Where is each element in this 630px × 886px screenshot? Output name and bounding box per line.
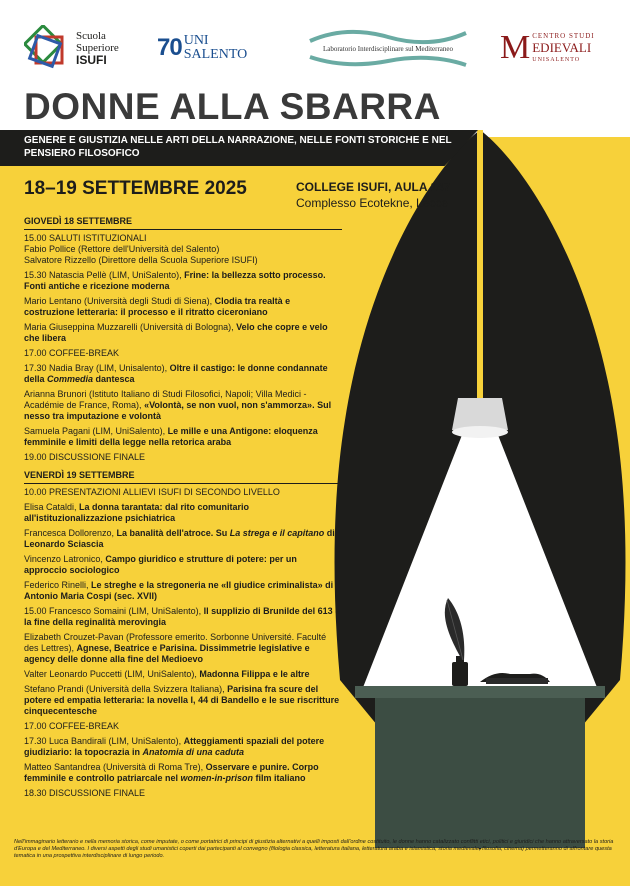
entry-speaker: Stefano Prandi (Università della Svizzera Italiana), xyxy=(24,684,228,694)
lamp-cord xyxy=(477,130,483,400)
entry-line: Salvatore Rizzello (Direttore della Scuola Superiore ISUFI) xyxy=(24,255,258,265)
entry-title-italic: La strega e il capitano xyxy=(229,528,325,538)
entry-title: Campo giuridico e strutture di potere: per un approccio sociologico xyxy=(24,554,297,575)
entry-speaker: Samuela Pagani (LIM, UniSalento), xyxy=(24,426,168,436)
centro-studi-medievali-logo xyxy=(500,20,610,76)
isufi-wordmark xyxy=(76,30,119,67)
csm-line2: EDIEVALI xyxy=(532,40,592,55)
event-venue: COLLEGE ISUFI, AULA 147 xyxy=(296,180,451,194)
unisalento-70: 70 xyxy=(157,34,182,61)
program-entry xyxy=(24,363,342,385)
entry-title: Frine: la bellezza sotto processo. Fonti antiche e ricezione moderna xyxy=(24,270,326,291)
program-entry xyxy=(24,296,342,318)
entry-title-end: film italiano xyxy=(253,773,306,783)
unisalento-logo xyxy=(157,20,277,76)
event-dates: 18–19 SETTEMBRE 2025 xyxy=(24,178,247,199)
program-break: 17.00 COFFEE-BREAK xyxy=(24,721,120,731)
entry-title: La banalità dell'atroce. Su xyxy=(116,528,230,538)
unisalento-line1: UNI xyxy=(183,33,209,48)
entry-speaker: 17.30 Nadia Bray (LIM, Unisalento), xyxy=(24,363,170,373)
desk-body xyxy=(375,698,585,848)
program-closing: 19.00 DISCUSSIONE FINALE xyxy=(24,452,146,462)
program-entry xyxy=(24,580,342,602)
csm-line1: CENTRO STUDI xyxy=(532,32,595,40)
entry-speaker: Vincenzo Latronico, xyxy=(24,554,106,564)
entry-title-italic: Commedia xyxy=(47,374,94,384)
program-entry xyxy=(24,322,342,344)
program-break: 17.00 COFFEE-BREAK xyxy=(24,348,120,358)
entry-title: Oltre il castigo: le donne condannate della xyxy=(24,363,328,384)
isufi-line2: Superiore xyxy=(76,41,119,54)
entry-title: Le streghe e la stregoneria ne «Il giudice criminalista» di Antonio Maria Cospi (sec. XVII) xyxy=(24,580,334,601)
entry-title-italic: women-in-prison xyxy=(180,773,254,783)
entry-speaker: Valter Leonardo Puccetti (LIM, UniSalento), xyxy=(24,669,200,679)
entry-line: Fabio Pollice (Rettore dell'Università del Salento) xyxy=(24,244,220,254)
entry-title: «Volontà, se non vuol, non s'ammorza». Sul nesso tra imputazione e volontà xyxy=(24,400,332,421)
program-closing: 18.30 DISCUSSIONE FINALE xyxy=(24,788,146,798)
day-1-heading: GIOVEDÌ 18 SETTEMBRE xyxy=(24,214,342,230)
program-entry xyxy=(24,684,342,717)
program-entry xyxy=(24,389,342,422)
program-entry xyxy=(24,606,342,628)
program-entry xyxy=(24,233,342,266)
program-entry xyxy=(24,669,342,680)
entry-title: Agnese, Beatrice e Parisina. Dissimmetrie legislative e agency delle donne alla fine del Medioevo xyxy=(24,643,310,664)
entry-speaker: Elizabeth Crouzet-Pavan (Professore emerito. Sorbonne Université. Faculté des Lettres), xyxy=(24,632,327,653)
lab-wave-icon xyxy=(306,27,470,45)
program-entry xyxy=(24,554,342,576)
program-entry xyxy=(24,270,342,292)
poster-subtitle: GENERE E GIUSTIZIA NELLE ARTI DELLA NARRAZIONE, NELLE FONTI STORICHE E NEL PENSIERO FILOSOFICO xyxy=(24,135,452,159)
entry-speaker: Matteo Santandrea (Università di Roma Tre), xyxy=(24,762,206,772)
csm-letter: M xyxy=(500,29,531,66)
unisalento-line2: SALENTO xyxy=(183,47,248,62)
program-entry xyxy=(24,762,342,784)
program-entry xyxy=(24,426,342,448)
entry-title: Le mille e una Antigone: eloquenza femminile e limiti della legge nella retorica araba xyxy=(24,426,318,447)
ink-bottle xyxy=(452,662,468,686)
lab-wave-lower-icon xyxy=(306,53,470,69)
lamp-bulb xyxy=(452,426,508,438)
entry-title: Atteggiamenti spaziali del potere giudiziario: la topocrazia in xyxy=(24,736,325,757)
program xyxy=(24,214,342,803)
entry-title: Clodia tra realtà e costruzione letteraria: il processo e il ritratto ciceroniano xyxy=(24,296,291,317)
entry-speaker: Federico Rinelli, xyxy=(24,580,92,590)
entry-line: 15.00 SALUTI ISTITUZIONALI xyxy=(24,233,147,243)
entry-speaker: Maria Giuseppina Muzzarelli (Università di Bologna), xyxy=(24,322,237,332)
program-entry xyxy=(24,502,342,524)
entry-title-italic: Anatomia di una caduta xyxy=(142,747,245,757)
poster-title: DONNE ALLA SBARRA xyxy=(24,86,441,127)
lab-logo xyxy=(306,20,470,76)
csm-line3: UNISALENTO xyxy=(532,57,581,63)
entry-title: Velo che copre e velo che libera xyxy=(24,322,328,343)
program-entry xyxy=(24,632,342,665)
entry-title: La donna tarantata: dal rito comunitario all'istituzionalizzazione psichiatrica xyxy=(24,502,250,523)
entry-speaker: Francesca Dollorenzo, xyxy=(24,528,117,538)
entry-title-end: dantesca xyxy=(93,374,135,384)
lab-wordmark: Laboratorio Interdisciplinare sul Mediterraneo xyxy=(322,45,454,53)
day-2-heading: VENERDÌ 19 SETTEMBRE xyxy=(24,468,342,484)
entry-speaker: 15.30 Natascia Pellè (LIM, UniSalento), xyxy=(24,270,185,280)
program-session: 10.00 PRESENTAZIONI ALLIEVI ISUFI DI SECONDO LIVELLO xyxy=(24,487,280,497)
entry-title: Osservare e punire. Corpo femminile e controllo patriarcale nel xyxy=(24,762,319,783)
program-entry xyxy=(24,736,342,758)
isufi-emblem-icon xyxy=(24,25,70,71)
isufi-logo xyxy=(24,20,154,76)
entry-title: Madonna Filippa e le altre xyxy=(199,669,310,679)
entry-speaker: 17.30 Luca Bandirali (LIM, UniSalento), xyxy=(24,736,184,746)
csm-wordmark xyxy=(532,31,594,65)
footer-abstract: Nell'immaginario letterario e nella memoria storica, come imputate, o come portatrici di principi di giustizia alternativi a quelli imposti dall'ordine costituito, le donne hanno catalizzato conflitti etici, politici e giuridici che hanno attraversato la storia d'Europa e del Mediterraneo. I diversi aspetti degli studi umanistici coperti dai partecipanti al convegno (filologia classica, letteratura italiana, letteratura araba e islamistica, storia medievale, filosofia, cinema) permetteranno di affrontare questa tematica in una prospettiva interdisciplinare di lungo periodo. xyxy=(14,839,614,859)
desk-top xyxy=(355,686,605,698)
entry-speaker: Arianna Brunori (Istituto Italiano di Studi Filosofici, Napoli; Villa Medici - Académie de France, Roma), xyxy=(24,389,307,410)
pen-nib-illustration xyxy=(330,130,630,850)
lamp-shade xyxy=(452,398,508,430)
isufi-line3: ISUFI xyxy=(76,52,107,67)
isufi-line1: Scuola xyxy=(76,29,106,42)
entry-speaker: Elisa Cataldi, xyxy=(24,502,80,512)
entry-title: Parisina fra scure del potere ed empatia letteraria: la novella I, 44 di Bandello e le sue riscritture cinquecentesche xyxy=(24,684,340,716)
entry-speaker: Mario Lentano (Università degli Studi di Siena), xyxy=(24,296,215,306)
entry-title-end: di Leonardo Sciascia xyxy=(24,528,335,549)
entry-title: Il supplizio di Brunilde del 613 e la fine della reginalità merovingia xyxy=(24,606,341,627)
entry-speaker: 15.00 Francesco Somaini (LIM, UniSalento), xyxy=(24,606,204,616)
program-entry xyxy=(24,528,342,550)
event-venue-place: Complesso Ecotekne, Lecce xyxy=(296,196,449,210)
unisalento-wordmark xyxy=(184,34,248,62)
